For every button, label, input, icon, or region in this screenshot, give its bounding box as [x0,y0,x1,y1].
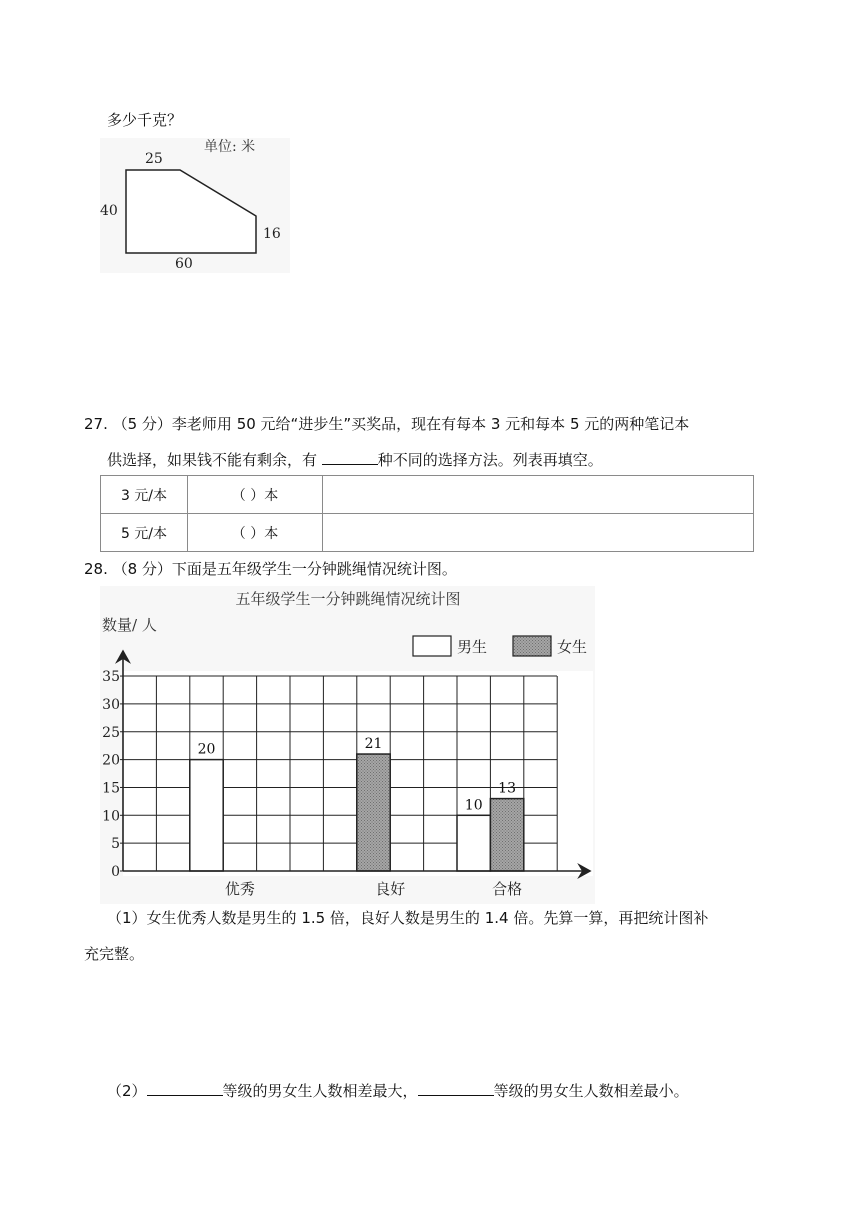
table-row [101,476,754,514]
y-tick-label: 0 [111,864,120,880]
data-label: 20 [197,741,216,758]
question-27-line1: 27. （5 分）李老师用 50 元给“进步生”买奖品，现在有每本 3 元和每本 5 元的两种笔记本 [84,415,690,433]
x-category-label: 良好 [375,880,406,898]
table-row [101,514,754,552]
legend-swatch-girls [513,636,551,656]
bar-boys [457,815,490,871]
count-cell[interactable]: （ ）本 [188,514,323,552]
question-27-line2 [107,448,603,470]
trapezoid-figure [100,138,290,273]
bar-girls [490,799,523,871]
question-28-sub1-line2: 充完整。 [84,945,145,963]
question-28-sub2-a: （2） [107,1082,147,1100]
figure-bottom-length: 60 [175,256,193,272]
data-label: 10 [464,797,483,814]
answer-blank-max-diff[interactable] [147,1079,223,1096]
question-26-text: 多少千克？ [107,111,183,129]
bar-girls [357,754,390,871]
figure-top-length: 25 [145,151,163,167]
selection-table [100,475,754,552]
chart-title: 五年级学生一分钟跳绳情况统计图 [235,590,461,608]
y-tick-label: 10 [102,808,120,825]
work-cell[interactable] [323,476,754,514]
jump-rope-chart [100,586,595,904]
answer-blank-methods[interactable] [322,448,378,465]
figure-right-length: 16 [263,226,281,242]
y-tick-label: 20 [102,752,120,769]
data-label: 13 [498,780,517,797]
y-tick-label: 25 [102,724,120,741]
question-28-sub2-b: 等级的男女生人数相差最大， [222,1082,418,1100]
figure-left-length: 40 [100,203,118,219]
answer-blank-min-diff[interactable] [418,1079,494,1096]
y-axis-label: 数量/ 人 [102,616,157,634]
data-label: 21 [364,736,383,753]
legend-swatch-boys [413,636,451,656]
question-28-title: 28. （8 分）下面是五年级学生一分钟跳绳情况统计图。 [84,560,457,578]
y-tick-label: 30 [102,696,120,713]
bar-boys [190,760,223,871]
work-cell[interactable] [323,514,754,552]
question-28-sub1-line1: （1）女生优秀人数是男生的 1.5 倍，良好人数是男生的 1.4 倍。先算一算，再把统计图补 [107,909,709,927]
y-tick-label: 5 [111,836,120,853]
figure-unit-label: 单位: 米 [204,139,256,155]
y-tick-label: 35 [102,669,120,686]
y-tick-label: 15 [102,780,120,797]
price-cell: 3 元/本 [101,476,188,514]
x-category-label: 合格 [492,880,523,898]
question-27-line2-a: 供选择，如果钱不能有剩余，有 [107,451,322,469]
x-category-label: 优秀 [224,880,255,898]
legend-label: 男生 [457,638,488,656]
question-28-sub2 [107,1079,689,1101]
price-cell: 5 元/本 [101,514,188,552]
legend-label: 女生 [557,638,588,656]
question-28-sub2-c: 等级的男女生人数相差最小。 [493,1082,689,1100]
question-27-line2-b: 种不同的选择方法。列表再填空。 [377,451,603,469]
count-cell[interactable]: （ ）本 [188,476,323,514]
